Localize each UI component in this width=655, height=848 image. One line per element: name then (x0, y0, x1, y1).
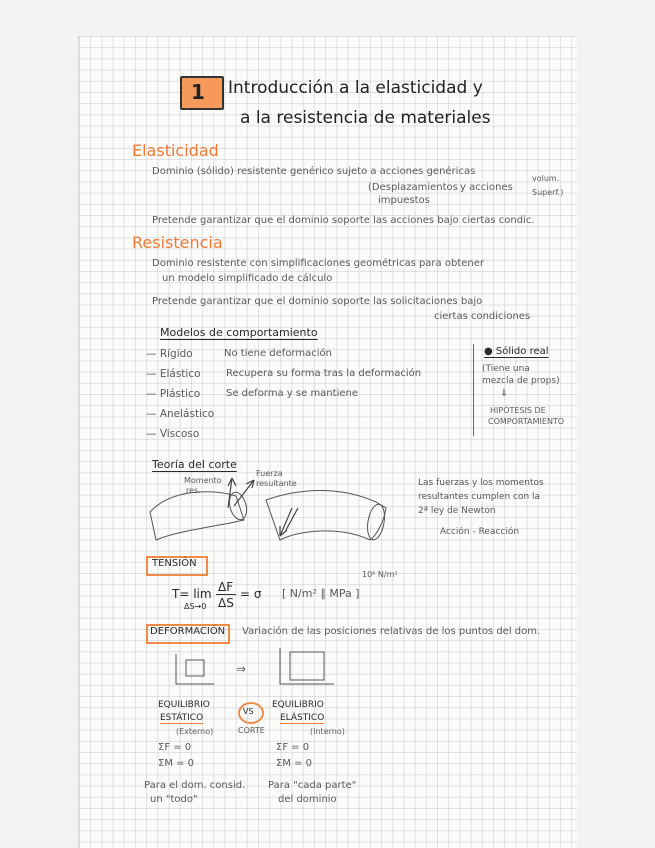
corte-heading: Teoría del corte (152, 458, 237, 471)
tension-formula-eq: = σ (240, 587, 262, 601)
equilibrio-elastico-note: (Interno) (310, 727, 345, 736)
deformacion-label: DEFORMACIÓN (150, 626, 226, 637)
solido-real-title: ● Sólido real (484, 346, 549, 357)
equilibrio-estatico-l1: EQUILIBRIO (158, 700, 210, 710)
label-momento: Momento (184, 476, 222, 485)
section-heading-elasticidad: Elasticidad (132, 141, 219, 160)
deformacion-desc: Variación de las posiciones relativas de los puntos del dom. (242, 626, 541, 637)
elasticidad-paren-b: impuestos (378, 195, 430, 206)
modelo-name-plastico: — Plástico (146, 388, 201, 400)
modelo-name-elastico: — Elástico (146, 368, 201, 380)
modelo-label: Rígido (159, 348, 193, 360)
page-title-line2: a la resistencia de materiales (240, 108, 491, 128)
modelo-name-viscoso: — Viscoso (146, 428, 200, 440)
tension-units: [ N/m² ∥ MPa ] (282, 587, 360, 600)
modelo-label: Plástico (159, 388, 201, 400)
tension-formula-den: ΔS (218, 596, 234, 610)
tension-formula-sub: ΔS→0 (184, 602, 207, 611)
elasticidad-paren-a: (Desplazamientos (368, 182, 458, 193)
right-sum-forces: ΣF = 0 (276, 742, 310, 753)
modelo-name-anelastico: — Anelástico (146, 408, 215, 420)
resistencia-bullet-1-line1: Dominio resistente con simplificaciones geométricas para obtener (152, 258, 484, 269)
resistencia-bullet-2-line1: Pretende garantizar que el dominio soporte las solicitaciones bajo (152, 296, 483, 307)
page-title-line1: Introducción a la elasticidad y (228, 78, 483, 98)
corte-arrow-label: CORTE (238, 726, 265, 735)
elasticidad-bullet-1: Dominio (sólido) resistente genérico sujeto a acciones genéricas (152, 166, 476, 177)
left-sum-forces: ΣF = 0 (158, 742, 192, 753)
label-fuerza: Fuerza (256, 469, 283, 478)
modelo-desc-rigido: No tiene deformación (224, 348, 332, 359)
tension-formula-num: ΔF (218, 580, 234, 594)
solido-real-label: Sólido real (495, 346, 549, 357)
right-foot-line2: del dominio (278, 794, 337, 805)
modelo-label: Anelástico (159, 408, 215, 420)
modelo-name-rigido: — Rígido (146, 348, 193, 360)
elasticidad-brace-b: Superf.) (532, 188, 564, 197)
chapter-number: 1 (191, 80, 205, 104)
equilibrio-elastico-l2: ELÁSTICO (280, 713, 325, 723)
left-sum-moments: ΣM = 0 (158, 758, 195, 769)
hipotesis-line1: HIPÓTESIS DE (490, 406, 546, 415)
modelo-label: Viscoso (159, 428, 200, 440)
right-sum-moments: ΣM = 0 (276, 758, 313, 769)
resistencia-bullet-1-line2: un modelo simplificado de cálculo (162, 273, 333, 284)
modelo-desc-elastico: Recupera su forma tras la deformación (226, 368, 422, 379)
modelo-label: Elástico (159, 368, 201, 380)
elasticidad-bullet-2: Pretende garantizar que el dominio soporte las acciones bajo ciertas condic. (152, 215, 535, 226)
corte-note-3: 2ª ley de Newton (418, 506, 496, 516)
modelo-desc-plastico: Se deforma y se mantiene (226, 388, 358, 399)
elasticidad-y-acciones: y acciones (460, 182, 513, 193)
corte-note-2: resultantes cumplen con la (418, 492, 541, 502)
left-foot-line2: un "todo" (150, 794, 198, 805)
solido-real-note-2: mezcla de props) (482, 376, 560, 386)
elasticidad-brace-a: volum. (532, 174, 560, 183)
tension-label: TENSIÓN (152, 558, 197, 569)
label-resultante: resultante (256, 479, 297, 488)
equilibrio-estatico-note: (Externo) (176, 727, 214, 736)
left-foot-line1: Para el dom. consid. (144, 780, 246, 791)
section-heading-resistencia: Resistencia (132, 233, 223, 252)
equilibrio-elastico-l1: EQUILIBRIO (272, 700, 324, 710)
tension-units-note: 10⁶ N/m² (362, 570, 398, 579)
vs-label: VS (243, 707, 254, 716)
corte-note-4: Acción - Reacción (440, 527, 520, 537)
modelos-heading: Modelos de comportamiento (160, 326, 318, 339)
corte-note-1: Las fuerzas y los momentos (418, 478, 544, 488)
solido-real-note-1: (Tiene una (482, 364, 530, 374)
down-arrow-icon: ⇓ (500, 388, 509, 399)
equilibrio-estatico-l2: ESTÁTICO (160, 713, 204, 723)
resistencia-bullet-2-line2: ciertas condiciones (434, 311, 531, 322)
transform-arrow-icon: ⇒ (236, 662, 247, 676)
tension-formula-lhs: T= lim (172, 587, 212, 601)
label-res: res. (186, 486, 201, 495)
right-foot-line1: Para "cada parte" (268, 780, 357, 791)
hipotesis-line2: COMPORTAMIENTO (488, 417, 565, 426)
